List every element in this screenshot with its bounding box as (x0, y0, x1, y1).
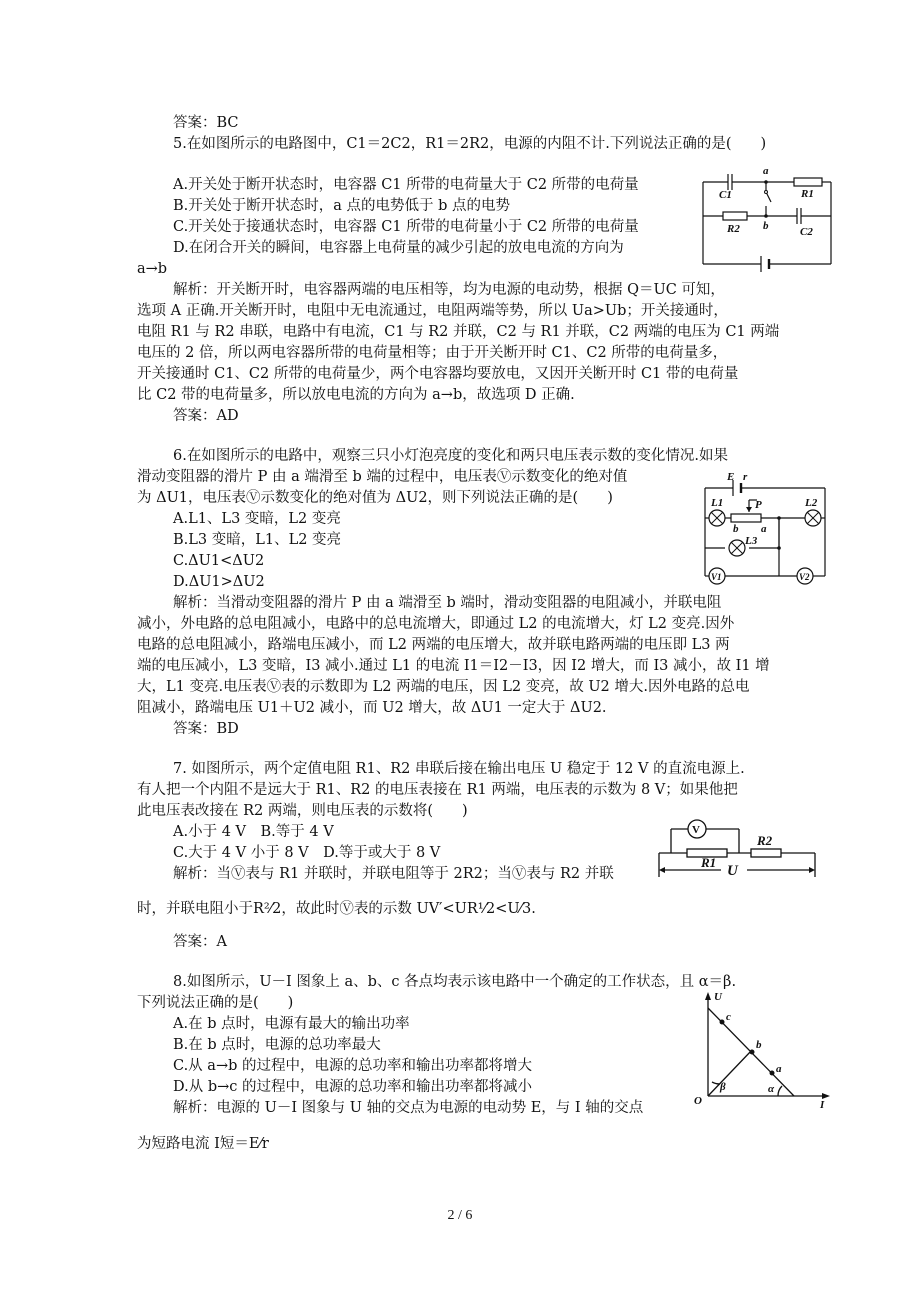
circuit-figure-voltmeter (655, 815, 820, 885)
text-line: 下列说法正确的是( ) (137, 995, 294, 1011)
fig2-label-l3: L3 (745, 535, 758, 547)
text-line: 解析：开关断开时，电容器两端的电压相等，均为电源的电动势，根据 Q＝UC 可知， (173, 282, 725, 298)
text-line: 大，L1 变亮.电压表Ⓥ表的示数即为 L2 两端的电压，因 L2 变亮，故 U2 增大.因外电路的总电 (137, 679, 750, 695)
text-line: 7. 如图所示，两个定值电阻 R1、R2 串联后接在输出电压 U 稳定于 12 V 的直流电源上. (173, 761, 745, 777)
fig2-label-a: a (761, 523, 767, 535)
text-line: C.ΔU1<ΔU2 (173, 553, 265, 569)
text-line: D.ΔU1>ΔU2 (173, 574, 265, 590)
text-line: 比 C2 带的电荷量多，所以放电电流的方向为 a→b，故选项 D 正确. (137, 387, 575, 403)
fig1-label-r2: R2 (727, 223, 740, 235)
text-line: 电阻 R1 与 R2 串联，电路中有电流，C1 与 R2 并联，C2 与 R1 并联，C2 两端的电压为 C1 两端 (137, 324, 780, 340)
fig1-label-c2: C2 (800, 226, 813, 238)
fig4-label-c: c (726, 1011, 731, 1023)
text-line: B.在 b 点时，电源的总功率最大 (173, 1037, 381, 1053)
text-line: 电路的总电阻减小，路端电压减小，而 L2 两端的电压增大，故并联电路两端的电压即 L3 两 (137, 637, 730, 653)
text-line: D.在闭合开关的瞬间，电容器上电荷量的减少引起的放电电流的方向为 (173, 240, 624, 256)
text-line: D.从 b→c 的过程中，电源的总功率和输出功率都将减小 (173, 1079, 532, 1095)
page-number: 2 / 6 (447, 1208, 473, 1223)
text-line: 有人把一个内阻不是远大于 R1、R2 的电压表接在 R1 两端，电压表的示数为 8 V；如果他把 (137, 782, 738, 798)
text-line: 5.在如图所示的电路图中，C1＝2C2，R1＝2R2，电源的内阻不计.下列说法正确的是( ) (173, 136, 767, 152)
text-line: 阻减小，路端电压 U1＋U2 减小，而 U2 增大，故 ΔU1 一定大于 ΔU2. (137, 700, 607, 716)
ui-graph-figure (690, 988, 835, 1110)
fig4-label-i: I (820, 1099, 825, 1110)
text-line: a→b (137, 261, 168, 277)
text-line: B.L3 变暗，L1、L2 变亮 (173, 532, 342, 548)
text-line: 为 ΔU1，电压表Ⓥ示数变化的绝对值为 ΔU2，则下列说法正确的是( ) (137, 490, 613, 506)
text-line: 端的电压减小，L3 变暗，I3 减小.通过 L1 的电流 I1＝I2－I3，因 I2 增大，而 I3 减小，故 I1 增 (137, 658, 770, 674)
text-line: A.在 b 点时，电源有最大的输出功率 (173, 1016, 410, 1032)
text-line: 开关接通时 C1、C2 所带的电荷量少，两个电容器均要放电，又因开关断开时 C1 带的电荷量 (137, 366, 739, 382)
fig2-label-l2: L2 (805, 497, 818, 509)
fig2-label-e: E (727, 471, 735, 483)
text-line: 电压的 2 倍，所以两电容器所带的电荷量相等；由于开关断开时 C1、C2 所带的电荷量多， (137, 345, 728, 361)
text-line: 滑动变阻器的滑片 P 由 a 端滑至 b 端的过程中，电压表Ⓥ示数变化的绝对值 (137, 469, 628, 485)
fig2-label-r: r (743, 471, 748, 483)
fig2-label-p: P (755, 499, 762, 511)
fig2-label-l1: L1 (711, 497, 724, 509)
text-line: 选项 A 正确.开关断开时，电阻中无电流通过，电阻两端等势，所以 Ua>Ub；开关接通时， (137, 303, 728, 319)
text-line: C.开关处于接通状态时，电容器 C1 所带的电荷量小于 C2 所带的电荷量 (173, 219, 639, 235)
fig1-label-b: b (763, 220, 769, 232)
text-line: 答案：A (173, 934, 227, 950)
circuit-figure-capacitors (697, 160, 837, 275)
text-line: 答案：BC (173, 115, 239, 131)
text-line: 解析：电源的 U－I 图象与 U 轴的交点为电源的电动势 E，与 I 轴的交点 (173, 1100, 644, 1116)
text-line: C.从 a→b 的过程中，电源的总功率和输出功率都将增大 (173, 1058, 532, 1074)
text-line: 8.如图所示，U－I 图象上 a、b、c 各点均表示该电路中一个确定的工作状态，且 α＝β. (173, 974, 737, 990)
fig2-label-b: b (733, 523, 739, 535)
fig4-label-b: b (756, 1039, 762, 1051)
text-line: B.开关处于断开状态时，a 点的电势低于 b 点的电势 (173, 198, 511, 214)
fig2-label-v1: V1 (711, 572, 722, 582)
fig1-label-a: a (763, 165, 769, 177)
text-line: 解析：当Ⓥ表与 R1 并联时，并联电阻等于 2R2；当Ⓥ表与 R2 并联 (173, 866, 614, 882)
fig3-label-r1: R1 (701, 855, 717, 870)
fig4-label-alpha: α (768, 1083, 775, 1095)
text-line: 6.在如图所示的电路中，观察三只小灯泡亮度的变化和两只电压表示数的变化情况.如果 (173, 448, 728, 464)
text-line: A.小于 4 V B.等于 4 V (173, 824, 334, 840)
text-line: 此电压表改接在 R2 两端，则电压表的示数将( ) (137, 803, 468, 819)
text-line: A.L1、L3 变暗，L2 变亮 (173, 511, 341, 527)
fig2-label-v2: V2 (799, 572, 810, 582)
text-line: 为短路电流 I短＝E⁄r (137, 1136, 269, 1152)
fig4-label-a: a (776, 1063, 782, 1075)
text-line: 解析：当滑动变阻器的滑片 P 由 a 端滑至 b 端时，滑动变阻器的电阻减小，并联电阻 (173, 595, 722, 611)
fig4-label-beta: β (720, 1081, 726, 1093)
text-line: A.开关处于断开状态时，电容器 C1 所带的电荷量大于 C2 所带的电荷量 (173, 177, 639, 193)
text-line: 减小，外电路的总电阻减小，电路中的总电流增大，即通过 L2 的电流增大，灯 L2 变亮.因外 (137, 616, 735, 632)
circuit-figure-lamps (697, 466, 832, 586)
fig4-label-o: O (694, 1095, 702, 1107)
text-line: 答案：BD (173, 721, 239, 737)
text-line: 时，并联电阻小于R²⁄2，故此时Ⓥ表的示数 UV′<UR¹⁄2<U⁄3. (137, 901, 536, 917)
fig1-label-c1: C1 (719, 189, 732, 201)
fig4-label-u: U (714, 991, 722, 1003)
text-line: 答案：AD (173, 408, 239, 424)
fig3-label-v: V (692, 824, 700, 836)
text-line: C.大于 4 V 小于 8 V D.等于或大于 8 V (173, 845, 441, 861)
fig3-label-r2: R2 (757, 833, 773, 848)
fig1-label-r1: R1 (801, 188, 814, 200)
fig3-label-u: U (727, 863, 738, 879)
